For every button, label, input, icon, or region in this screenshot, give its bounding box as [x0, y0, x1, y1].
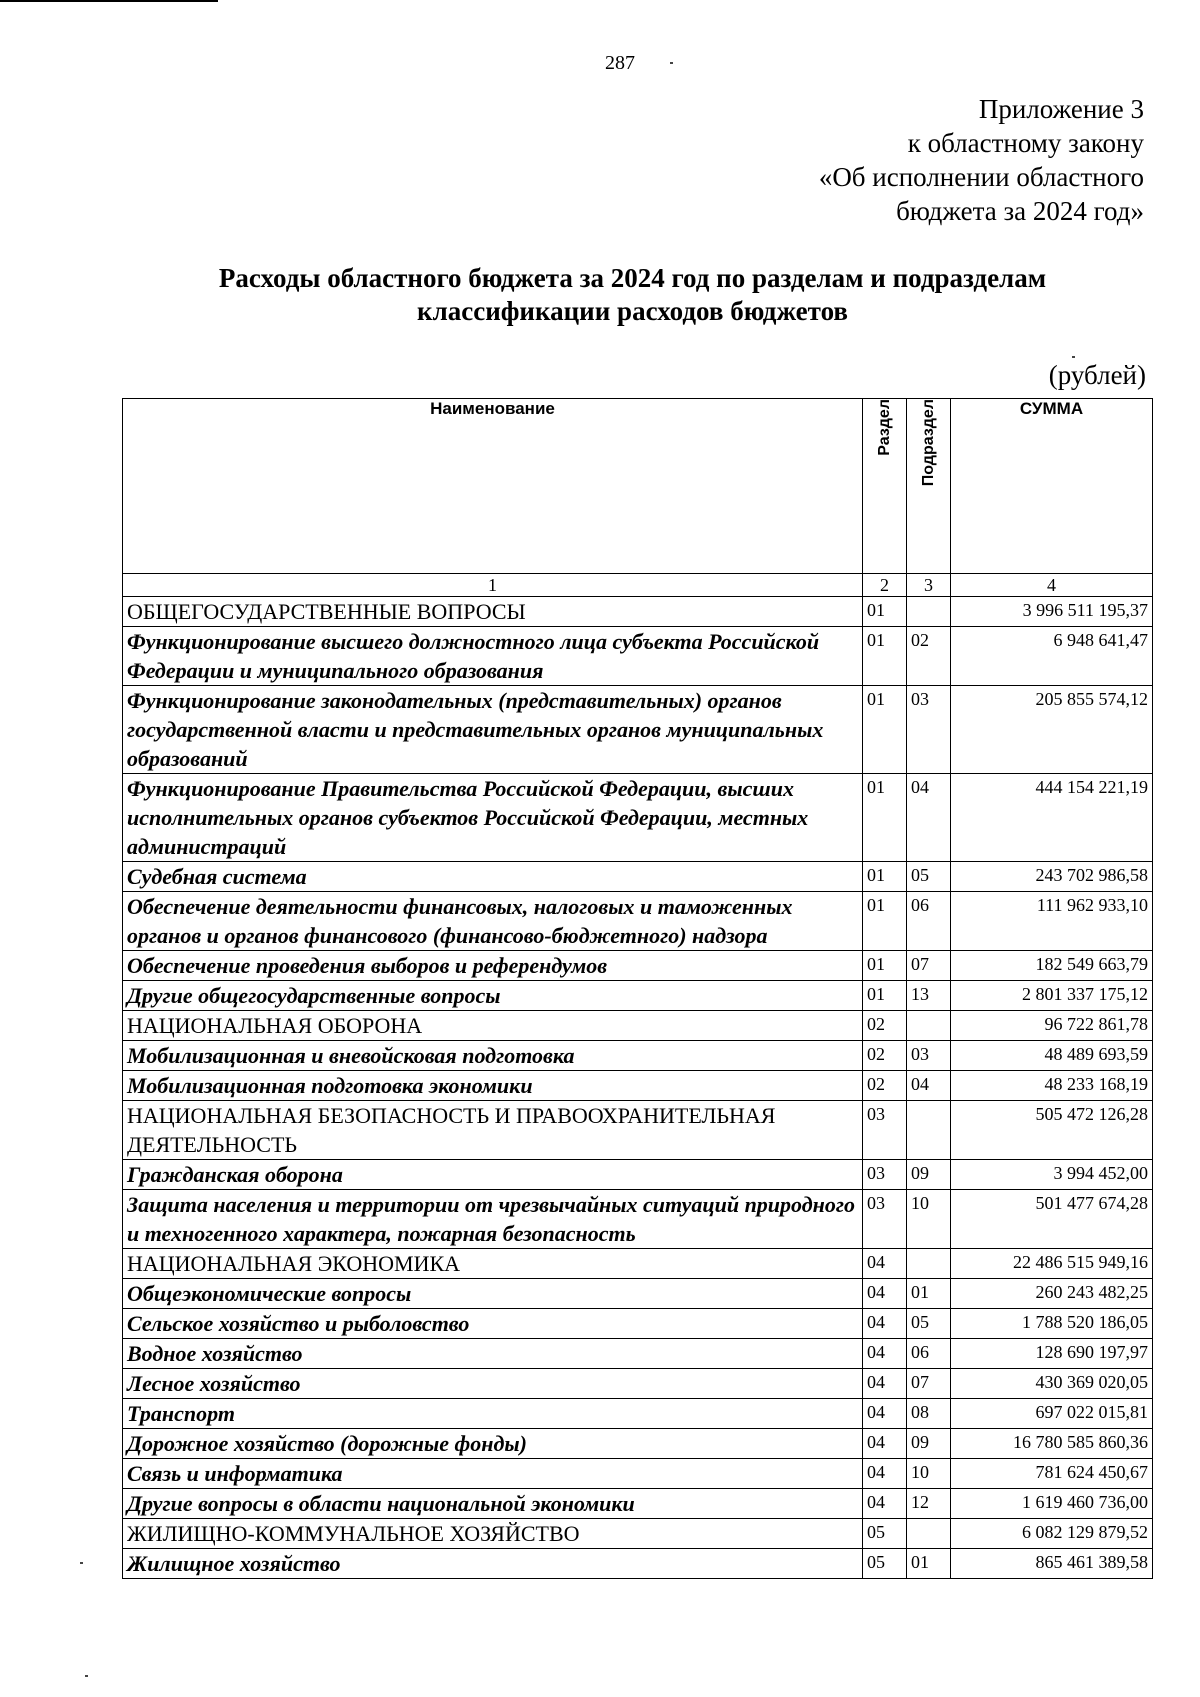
appendix-line: к областному закону	[907, 128, 1144, 158]
header-name: Наименование	[123, 399, 863, 574]
title-line: Расходы областного бюджета за 2024 год по разделам и подразделам	[218, 263, 1047, 293]
table-header-row	[123, 399, 1153, 574]
table-row	[123, 951, 1153, 981]
header-sum: СУММА	[951, 399, 1153, 574]
row-section-code: 05	[863, 1549, 907, 1579]
column-number: 2	[863, 574, 907, 597]
row-subsection-code: 10	[907, 1190, 951, 1249]
row-name: Жилищное хозяйство	[123, 1549, 863, 1579]
row-name: Мобилизационная подготовка экономики	[123, 1071, 863, 1101]
row-subsection-code: 02	[907, 627, 951, 686]
header-section-label: Раздел	[875, 399, 893, 456]
table-row	[123, 1160, 1153, 1190]
table-row	[123, 1519, 1153, 1549]
row-sum: 3 994 452,00	[951, 1160, 1153, 1190]
document-title	[0, 262, 1200, 328]
row-name: Другие общегосударственные вопросы	[123, 981, 863, 1011]
row-sum: 182 549 663,79	[951, 951, 1153, 981]
row-section-code: 04	[863, 1489, 907, 1519]
row-section-code: 04	[863, 1279, 907, 1309]
row-section-code: 01	[863, 892, 907, 951]
row-subsection-code: 06	[907, 892, 951, 951]
row-sum: 430 369 020,05	[951, 1369, 1153, 1399]
row-section-code: 01	[863, 774, 907, 862]
row-name: Сельское хозяйство и рыболовство	[123, 1309, 863, 1339]
row-subsection-code	[907, 1519, 951, 1549]
row-subsection-code: 10	[907, 1459, 951, 1489]
row-name: Функционирование Правительства Российской Федерации, высших исполнительных органов субъектов Российской Федерации, местных администраций	[123, 774, 863, 862]
row-section-code: 02	[863, 1041, 907, 1071]
row-subsection-code: 09	[907, 1429, 951, 1459]
row-sum: 260 243 482,25	[951, 1279, 1153, 1309]
row-subsection-code: 12	[907, 1489, 951, 1519]
row-sum: 505 472 126,28	[951, 1101, 1153, 1160]
table-row	[123, 1279, 1153, 1309]
row-name: Водное хозяйство	[123, 1339, 863, 1369]
row-sum: 22 486 515 949,16	[951, 1249, 1153, 1279]
row-sum: 1 619 460 736,00	[951, 1489, 1153, 1519]
row-subsection-code: 07	[907, 951, 951, 981]
row-sum: 697 022 015,81	[951, 1399, 1153, 1429]
row-sum: 128 690 197,97	[951, 1339, 1153, 1369]
units-label: (рублей)	[1048, 360, 1146, 390]
row-subsection-code: 13	[907, 981, 951, 1011]
header-subsection-label: Подраздел	[919, 399, 937, 487]
column-number: 4	[951, 574, 1153, 597]
row-section-code: 04	[863, 1249, 907, 1279]
table-row	[123, 1369, 1153, 1399]
row-subsection-code: 01	[907, 1279, 951, 1309]
row-subsection-code: 09	[907, 1160, 951, 1190]
row-sum: 781 624 450,67	[951, 1459, 1153, 1489]
table-row	[123, 1071, 1153, 1101]
column-number-row	[123, 574, 1153, 597]
row-section-code: 03	[863, 1190, 907, 1249]
row-sum: 1 788 520 186,05	[951, 1309, 1153, 1339]
row-sum: 444 154 221,19	[951, 774, 1153, 862]
table-row	[123, 1011, 1153, 1041]
row-sum: 111 962 933,10	[951, 892, 1153, 951]
row-subsection-code	[907, 1101, 951, 1160]
row-sum: 501 477 674,28	[951, 1190, 1153, 1249]
row-name: НАЦИОНАЛЬНАЯ ЭКОНОМИКА	[123, 1249, 863, 1279]
table-row	[123, 1339, 1153, 1369]
row-subsection-code	[907, 1249, 951, 1279]
row-subsection-code: 05	[907, 1309, 951, 1339]
appendix-line: Приложение 3	[978, 94, 1144, 124]
table-body	[123, 597, 1153, 1579]
row-name: ЖИЛИЩНО-КОММУНАЛЬНОЕ ХОЗЯЙСТВО	[123, 1519, 863, 1549]
scan-speck	[80, 1562, 83, 1564]
row-subsection-code: 03	[907, 1041, 951, 1071]
row-name: Транспорт	[123, 1399, 863, 1429]
scan-speck	[1072, 356, 1075, 358]
row-subsection-code: 04	[907, 1071, 951, 1101]
row-name: НАЦИОНАЛЬНАЯ ОБОРОНА	[123, 1011, 863, 1041]
row-section-code: 02	[863, 1071, 907, 1101]
appendix-line: бюджета за 2024 год»	[896, 196, 1144, 226]
row-subsection-code: 04	[907, 774, 951, 862]
row-section-code: 04	[863, 1339, 907, 1369]
row-section-code: 04	[863, 1309, 907, 1339]
row-name: Связь и информатика	[123, 1459, 863, 1489]
row-sum: 48 489 693,59	[951, 1041, 1153, 1071]
row-sum: 3 996 511 195,37	[951, 597, 1153, 627]
row-sum: 16 780 585 860,36	[951, 1429, 1153, 1459]
table-row	[123, 1429, 1153, 1459]
table-row	[123, 1549, 1153, 1579]
row-section-code: 02	[863, 1011, 907, 1041]
row-sum: 48 233 168,19	[951, 1071, 1153, 1101]
row-name: Другие вопросы в области национальной экономики	[123, 1489, 863, 1519]
table-row	[123, 1190, 1153, 1249]
row-name: НАЦИОНАЛЬНАЯ БЕЗОПАСНОСТЬ И ПРАВООХРАНИТЕЛЬНАЯ ДЕЯТЕЛЬНОСТЬ	[123, 1101, 863, 1160]
table-row	[123, 774, 1153, 862]
row-name: Судебная система	[123, 862, 863, 892]
row-section-code: 01	[863, 951, 907, 981]
row-section-code: 04	[863, 1459, 907, 1489]
row-section-code: 01	[863, 627, 907, 686]
title-line: классификации расходов бюджетов	[417, 296, 848, 326]
scan-speck	[85, 1675, 88, 1677]
table-row	[123, 627, 1153, 686]
row-section-code: 05	[863, 1519, 907, 1549]
row-sum: 243 702 986,58	[951, 862, 1153, 892]
table-row	[123, 1399, 1153, 1429]
row-name: Мобилизационная и вневойсковая подготовка	[123, 1041, 863, 1071]
row-name: ОБЩЕГОСУДАРСТВЕННЫЕ ВОПРОСЫ	[123, 597, 863, 627]
top-edge-line	[0, 0, 218, 2]
row-section-code: 04	[863, 1399, 907, 1429]
row-subsection-code: 08	[907, 1399, 951, 1429]
row-section-code: 04	[863, 1429, 907, 1459]
table-row	[123, 1101, 1153, 1160]
table-row	[123, 862, 1153, 892]
table-row	[123, 981, 1153, 1011]
row-sum: 865 461 389,58	[951, 1549, 1153, 1579]
row-name: Гражданская оборона	[123, 1160, 863, 1190]
table-row	[123, 1249, 1153, 1279]
row-subsection-code: 01	[907, 1549, 951, 1579]
row-subsection-code: 06	[907, 1339, 951, 1369]
row-name: Дорожное хозяйство (дорожные фонды)	[123, 1429, 863, 1459]
appendix-reference	[819, 92, 1144, 228]
table-row	[123, 686, 1153, 774]
table-row	[123, 1041, 1153, 1071]
header-subsection	[907, 399, 951, 574]
header-section	[863, 399, 907, 574]
row-section-code: 03	[863, 1101, 907, 1160]
row-name: Лесное хозяйство	[123, 1369, 863, 1399]
appendix-line: «Об исполнении областного	[818, 162, 1144, 192]
row-name: Общеэкономические вопросы	[123, 1279, 863, 1309]
row-subsection-code: 05	[907, 862, 951, 892]
table-row	[123, 597, 1153, 627]
row-sum: 2 801 337 175,12	[951, 981, 1153, 1011]
column-number: 3	[907, 574, 951, 597]
row-subsection-code	[907, 1011, 951, 1041]
table-row	[123, 1309, 1153, 1339]
table-row	[123, 1489, 1153, 1519]
page-number: 287	[605, 52, 635, 74]
table-row	[123, 1459, 1153, 1489]
row-section-code: 01	[863, 597, 907, 627]
column-number: 1	[123, 574, 863, 597]
row-name: Функционирование высшего должностного лица субъекта Российской Федерации и муниципального образования	[123, 627, 863, 686]
table-row	[123, 892, 1153, 951]
row-subsection-code: 03	[907, 686, 951, 774]
budget-table	[122, 398, 1153, 1579]
row-sum: 6 948 641,47	[951, 627, 1153, 686]
row-sum: 6 082 129 879,52	[951, 1519, 1153, 1549]
row-subsection-code	[907, 597, 951, 627]
row-name: Обеспечение проведения выборов и референдумов	[123, 951, 863, 981]
row-sum: 96 722 861,78	[951, 1011, 1153, 1041]
row-section-code: 01	[863, 981, 907, 1011]
row-name: Защита населения и территории от чрезвычайных ситуаций природного и техногенного характера, пожарная безопасность	[123, 1190, 863, 1249]
row-name: Функционирование законодательных (представительных) органов государственной власти и представительных органов муниципальных образований	[123, 686, 863, 774]
row-section-code: 04	[863, 1369, 907, 1399]
row-name: Обеспечение деятельности финансовых, налоговых и таможенных органов и органов финансового (финансово-бюджетного) надзора	[123, 892, 863, 951]
row-subsection-code: 07	[907, 1369, 951, 1399]
scan-speck	[670, 62, 673, 64]
row-sum: 205 855 574,12	[951, 686, 1153, 774]
row-section-code: 01	[863, 862, 907, 892]
row-section-code: 03	[863, 1160, 907, 1190]
row-section-code: 01	[863, 686, 907, 774]
